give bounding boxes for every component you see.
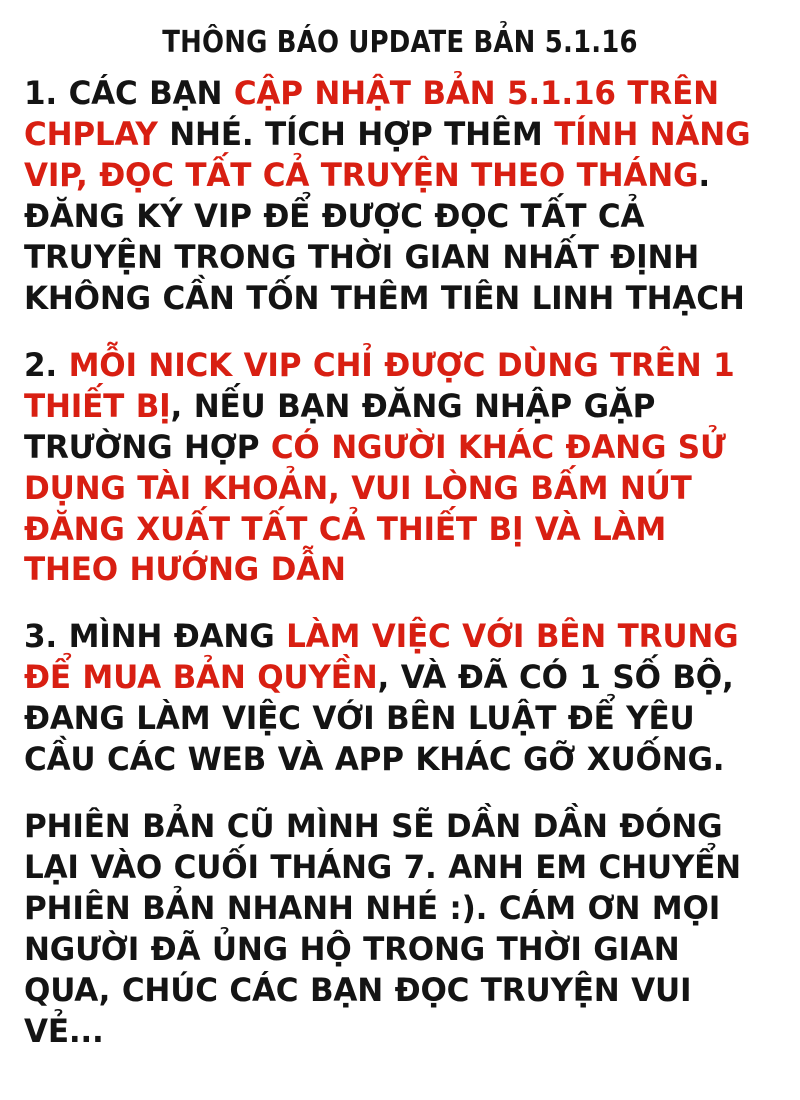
paragraph-item-1	[24, 73, 753, 319]
text-run-1: MỖI NICK VIP CHỈ ĐƯỢC DÙNG TRÊN 1 THIẾT BỊ	[24, 345, 735, 425]
text-run-0: PHIÊN BẢN CŨ MÌNH SẼ DẦN DẦN ĐÓNG LẠI VÀO CUỐI THÁNG 7. ANH EM CHUYỂN PHIÊN BẢN NHANH NHÉ :). CÁM ƠN MỌI NGƯỜI ĐÃ ỦNG HỘ TRONG THỜI GIAN QUA, CHÚC CÁC BẠN ĐỌC TRUYỆN VUI VẺ...	[24, 807, 741, 1051]
text-run-3: TÍNH NĂNG VIP, ĐỌC TẤT CẢ TRUYỆN THEO THÁNG	[24, 114, 751, 194]
text-run-4: . ĐĂNG KÝ VIP ĐỂ ĐƯỢC ĐỌC TẤT CẢ TRUYỆN TRONG THỜI GIAN NHẤT ĐỊNH KHÔNG CẦN TỐN THÊM TIÊN LINH THẠCH	[24, 155, 745, 317]
text-run-0: 1. CÁC BẠN	[24, 74, 234, 112]
announcement-body	[24, 73, 776, 1052]
text-run-2: , NẾU BẠN ĐĂNG NHẬP GẶP TRƯỜNG HỢP	[24, 386, 656, 466]
page-title: THÔNG BÁO UPDATE BẢN 5.1.16	[162, 25, 638, 60]
paragraph-item-2	[24, 345, 753, 591]
text-run-1: CẬP NHẬT BẢN 5.1.16 TRÊN CHPLAY	[24, 74, 719, 153]
text-run-2: , VÀ ĐÃ CÓ 1 SỐ BỘ, ĐANG LÀM VIỆC VỚI BÊN LUẬT ĐỂ YÊU CẦU CÁC WEB VÀ APP KHÁC GỠ XUỐNG.	[24, 658, 734, 779]
text-run-2: NHÉ. TÍCH HỢP THÊM	[157, 114, 555, 153]
text-run-1: LÀM VIỆC VỚI BÊN TRUNG ĐỂ MUA BẢN QUYỀN	[24, 617, 739, 697]
paragraph-closing	[24, 806, 753, 1052]
paragraph-item-3	[24, 616, 753, 780]
text-run-3: CÓ NGƯỜI KHÁC ĐANG SỬ DỤNG TÀI KHOẢN, VUI LÒNG BẤM NÚT ĐĂNG XUẤT TẤT CẢ THIẾT BỊ VÀ LÀM THEO HƯỚNG DẪN	[24, 427, 726, 589]
text-run-0: 2.	[24, 345, 69, 384]
text-run-0: 3. MÌNH ĐANG	[24, 617, 287, 656]
